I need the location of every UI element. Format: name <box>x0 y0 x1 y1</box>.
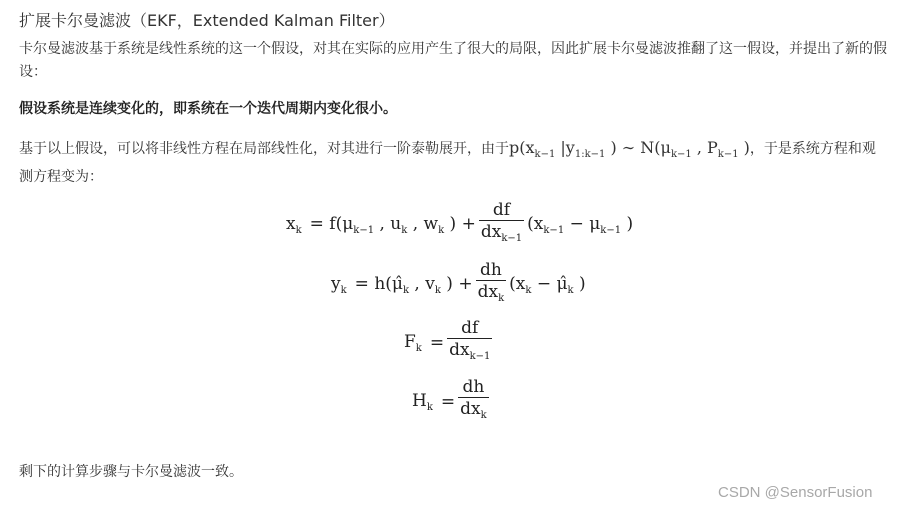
linearization-text-before: 基于以上假设，可以将非线性方程在局部线性化，对其进行一阶泰勒展开，由于 <box>19 141 509 157</box>
intro-paragraph: 卡尔曼滤波基于系统是线性系统的这一个假设，对其在实际的应用产生了很大的局限，因此扩展卡尔曼滤波推翻了这一假设，并提出了新的假设： <box>19 41 887 80</box>
csdn-watermark: CSDN @SensorFusion <box>718 484 873 501</box>
linearization-paragraph <box>19 136 889 189</box>
linearization-text-after: ，于是系统方程和观测方程变为： <box>19 141 876 185</box>
closing-paragraph: 剩下的计算步骤与卡尔曼滤波一致。 <box>19 464 243 480</box>
article-title: 扩展卡尔曼滤波（EKF，Extended Kalman Filter） <box>19 11 395 30</box>
gaussian-assumption-formula: $p(x_{k-1}$ $|y_{1:k-1}$ ) ∼ $N(\mu_{k-1}$ , $P_{k-1}$ ) <box>509 138 750 160</box>
assumption-statement: 假设系统是连续变化的，即系统在一个迭代周期内变化很小。 <box>19 101 397 117</box>
state-equation: $x_k$ = $f(\mu_{k-1}$ , $u_k$ , $w_k$ ) + $\frac{df}{dx_{k-1}}$ ($x_{k-1} - \mu_{k-1}$ ) <box>286 200 633 250</box>
jacobian-f-equation: $F_k$ = $\frac{df}{dx_{k-1}}$ <box>404 318 495 368</box>
observation-equation: $y_k$ = $h(\mû_k$ , $v_k$ ) + $\frac{dh}{dx_k}$ ($x_k$ − $\mû_k$ ) <box>331 260 586 310</box>
jacobian-h-equation: $H_k$ = $\frac{dh}{dx_k}$ <box>412 377 492 427</box>
